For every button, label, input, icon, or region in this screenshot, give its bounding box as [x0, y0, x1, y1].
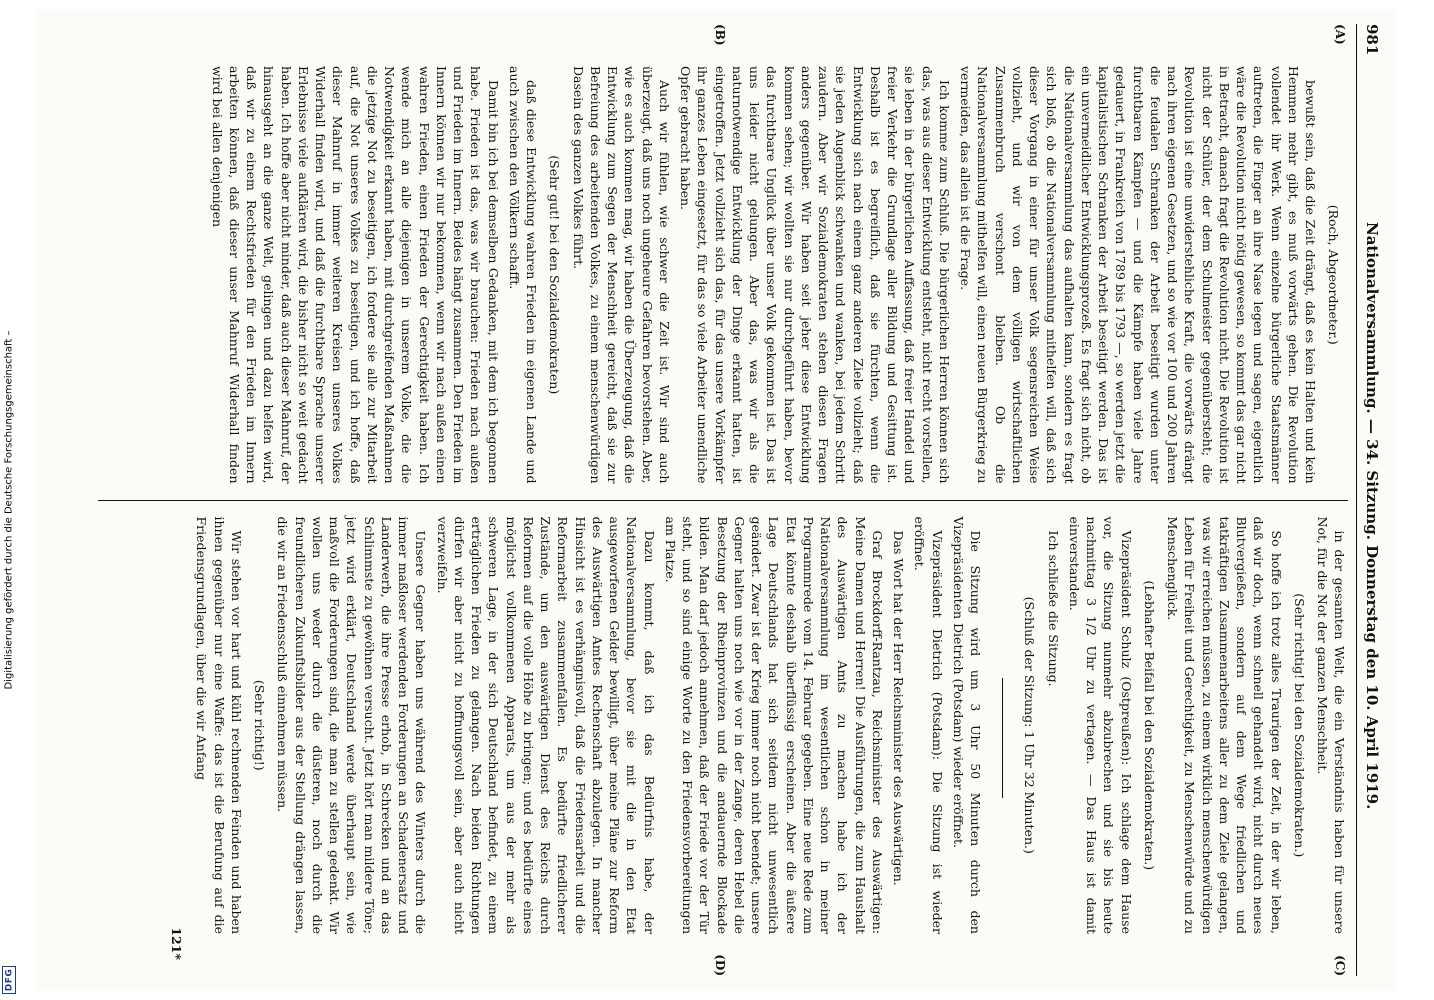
paragraph: (Schluß der Sitzung: 1 Uhr 32 Minuten.) [1022, 596, 1038, 854]
paragraph: Vizepräsident Dietrich (Potsdam): Die Sitzung ist wieder eröffnet. [912, 516, 945, 934]
paragraph: Auch wir fühlen, wie schwer die Zeit ist. Wir sind auch überzeugt, daß uns noch ungeheure Gefahren bevorstehen. Aber, wie es auch kommen mag, wir haben die Überzeugung, daß die Entwicklung zum Segen der Menschheit gereicht, daß sie zur Befreiung des arbeitenden Volkes, zu einem menschenwürdigen Dasein des ganzen Volkes führt. [570, 66, 672, 484]
header-title: Nationalversammlung. — 34. Sitzung. Donnerstag den 10. April 1919. [1363, 221, 1381, 810]
page-columns [98, 24, 1348, 976]
marker-b: (B) [713, 24, 728, 46]
dfg-logo-text: DFG [4, 968, 15, 992]
paragraph: Unsere Gegner haben uns während des Winters durch die immer maßloser werdenden Forderungen an Schadenersatz und Landerwerb, die ihre Presse erhob, in Schrecken und an das Schlimmste zu gewöhnen versucht. Jetzt hört man mildere Töne; jetzt wird erklärt, Deutschland werde überhaupt sein, wie maßvoll die Forderungen sind, die man zu stellen gedenkt. Wir wollen uns weder durch die düsteren, noch durch die freundlicheren Zukunftsbilder aus der Stellung drängen lassen, die wir an Friedensschluß einnehmen müssen. [275, 516, 429, 934]
paragraph: in der gesamten Welt, die ein Verständnis haben für unsere Not, für die Not der ganzen Menschheit. [1315, 516, 1348, 934]
right-resume-paragraphs [193, 517, 984, 961]
paragraph: Dazu kommt, daß ich das Bedürfnis habe, der Nationalversammlung, bevor sie mit die in den Etat ausgeworfenen Gelder bewilligt, über meine Pläne zur Reform des Auswärtigen Amtes Rechenschaft abzulegen. In mancher Hinsicht ist es verhängnisvoll, daß die Friedensarbeit und die Reformarbeit zusammenfallen. Es bedürfte friedlicherer Zustände, um den auswärtigen Dienst des Reichs durch Reformen auf die volle Höhe zu bringen; und es bedürfte eines möglichst vollkommenen Apparats, um aus der mehr als schweren Lage, in der sich Deutschland befindet, zu einem erträglichen Frieden zu gelangen. Nach beiden Richtungen dürfen wir aber nicht zu hoffnungsvoll sein, aber auch nicht verzweifeln. [434, 516, 657, 934]
paragraph: So hoffe ich trotz alles Traurigen der Zeit, in der wir leben, daß wir doch, wenn schnell gehandelt wird, nicht durch neues Blutvergießen, sondern auf dem Wege friedlichen und tatkräftigen Zusammenarbeitens aller zu dem Ziele gelangen, was wir erreichen müssen, zu einem wirklich menschenwürdigen Leben für Freiheit und Gerechtigkeit, zu Menschenwürde und zu Menschenglück. [1165, 516, 1284, 934]
side-credit-strip [0, 0, 18, 1000]
left-paragraphs [208, 40, 1342, 484]
paragraph: Damit bin ich bei demselben Gedanken, mit dem ich begonnen habe. Frieden ist das, was wir brauchen: Frieden nach außen und Frieden im Innern. Beides hängt zusammen. Den Frieden im Innern können wir nur bekommen, wenn wir nach außen einen wahren Frieden, einen Frieden der Gerechtigkeit haben. Ich wende mich an alle diejenigen in unserem Volke, die die Notwendigkeit erkannt haben, mit durchgreifenden Maßnahmen die jetzige Not zu beseitigen, ich fordere sie alle zur Mitarbeit auf, die Not unseres Volkes zu beseitigen, und ich hoffe, daß dieser Mahnruf in immer weiteren Kreisen unseres Volkes Widerhall finden wird, und daß die furchtbare Sprache unserer Erlebnisse viele aufklären wird, die bisher nicht so weit gedacht haben. Ich hoffe aber nicht minder, daß auch dieser Mahnruf, der hinausgeht an die ganze Welt, gelingen und dazu helfen wird, daß wir zu einem Rechtsfrieden für den Frieden im Innern arbeiten können, daß dieser unser Mahnruf Widerhall finden wird bei allen denjenigen [209, 66, 501, 484]
funding-credit: Digitalisierung gefördert durch die Deutsche Forschungsgemeinschaft – [3, 330, 15, 690]
header-page-left: 981 [1363, 24, 1381, 56]
marker-c: (C) [1333, 955, 1348, 976]
paragraph: Graf Brockdorff-Rantzau, Reichsminister des Auswärtigen: Meine Damen und Herren! Die Ausführungen, die zum Haushalt des Auswärtigen Amts zu machen habe ich der Nationalversammlung im wesentlichen schon in meiner Programmrede vom 14. Februar gegeben. Eine neue Rede zum Etat könnte deshalb überflüssig erscheinen. Aber die äußere Lage Deutschlands hat sich seitdem nicht unwesentlich geändert. Zwar ist der Krieg immer noch nicht beendet; unsere Gegner halten uns noch wie vor in der Zange, deren Hebel die Besetzung der Rheinprovinzen und die andauernde Blockade bilden. Man darf jedoch annehmen, daß der Friede vor der Tür steht, und so sind einige Worte zu den Friedensvorbereitungen am Platze. [662, 516, 885, 934]
paragraph: Das Wort hat der Herr Reichsminister des Auswärtigen. [891, 530, 907, 886]
dfg-logo [2, 966, 16, 994]
paragraph: Wir stehen vor hart und kühl rechnenden Feinden und haben ihnen gegenüber nur eine Waffe: das ist die Berufung auf die Friedensgrundlagen, über die wir Anfang [194, 516, 244, 934]
section-divider [1002, 678, 1003, 798]
paragraph: daß diese Entwicklung wahren Frieden im eigenen Lande und auch zwischen den Völkern schafft. [506, 66, 540, 484]
scanned-page [36, 10, 1396, 990]
paragraph: bewußt sein, daß die Zeit drängt, daß es kein Halten und kein Hemmen mehr gibt, es muß vorwärts gehen. Die Revolution vollendet ihr Werk. Wenn einzelne bürgerliche Staatsmänner auftreten, die Finger an ihre Nase legen und sagen, eigentlich wäre die Revolution nicht nötig gewesen, so kommt das gar nicht in Betracht, danach fragt die Revolution nicht. Die Revolution ist nicht der Schüler, der dem Schulmeister gegenübersteht; die Revolution ist eine unwiderstehliche Kraft, die vorwärts drängt nach ihren eigenen Gesetzen, und so wie vor 100 und 200 Jahren die feudalen Schranken der Arbeit beseitigt wurden unter furchtbaren Kämpfen — und die Kämpfe haben viele Jahre gedauert, in Frankreich von 1789 bis 1793 —, so werden jetzt die kapitalistischen Schranken der Arbeit beseitigt werden. Das ist ein unvermeidlicher Entwicklungsprozeß. Es fragt sich nicht, ob die Nationalversammlung das aufhalten kann, sondern es fragt sich bloß, ob die Nationalversammlung mithelfen will, daß sich dieser Vorgang in einer für unser Volk segensreichen Weise vollzieht, und wir von dem völligen wirtschaftlichen Zusammenbruch verschont bleiben. Ob die Nationalversammlung mithelfen will, einen neuen Bürgerkrieg zu vermeiden, das allein ist die Frage. [958, 66, 1319, 484]
paragraph: (Sehr richtig!) [252, 679, 268, 771]
paragraph: Ich schließe die Sitzung. [1045, 530, 1061, 687]
paragraph: (Roch, Abgeordneter.) [1326, 204, 1342, 345]
right-intro-paragraphs [1021, 517, 1348, 961]
paragraph: (Sehr richtig! bei den Sozialdemokraten.) [1291, 593, 1307, 858]
page-number: 121* [169, 927, 185, 960]
paragraph: Ich komme zum Schluß. Die bürgerlichen Herren können sich das, was aus dieser Entwicklung entsteht, nicht recht vorstellen, sie leben in der bürgerlichen Auffassung, daß freier Handel und freier Verkehr die Grundlage aller Bildung und Gesittung ist. Deshalb ist es begreiflich, daß sie fürchten, wenn die Entwicklung sich nach einem ganz anderen Ziele vollzieht; daß sie jeden Augenblick schwanken und wanken, bei jedem Schritt zaudern. Aber wir Sozialdemokraten stehen diesen Fragen anders gegenüber. Wir haben seit jeher diese Entwicklung kommen sehen; wir wollten sie nur durchgeführt haben, bevor das furchtbare Unglück über unser Volk gekommen ist. Das ist uns leider nicht gelungen. Aber das, was wir als die naturnotwendige Entwicklung der Dinge erkannt hatten, ist eingetroffen. Jetzt vollzieht sich das, für das unsere Vorkämpfer ihr ganzes Leben eingesetzt, für das so viele Arbeiter unendliche Opfer gebracht haben. [678, 66, 952, 484]
paragraph: (Sehr gut! bei den Sozialdemokraten) [547, 155, 563, 395]
left-column [98, 24, 1348, 500]
paragraph: Die Sitzung wird um 3 Uhr 50 Minuten durch den Vizepräsidenten Dietrich (Potsdam) wieder eröffnet. [950, 516, 984, 934]
page-header [1356, 24, 1382, 976]
scanned-page-area [26, 0, 1406, 1000]
paragraph: (Lebhafter Beifall bei den Sozialdemokraten.) [1141, 580, 1157, 871]
marker-a: (A) [1333, 24, 1348, 45]
right-column [98, 500, 1348, 977]
paragraph: Vizepräsident Schulz (Ostpreußen): Ich schlage dem Hause vor, die Sitzung nunmehr abzubrechen und sie bis heute nachmittag 3 1/2 Uhr zu vertagen. — Das Haus ist damit einverstanden. [1066, 516, 1134, 934]
marker-d: (D) [713, 954, 728, 976]
